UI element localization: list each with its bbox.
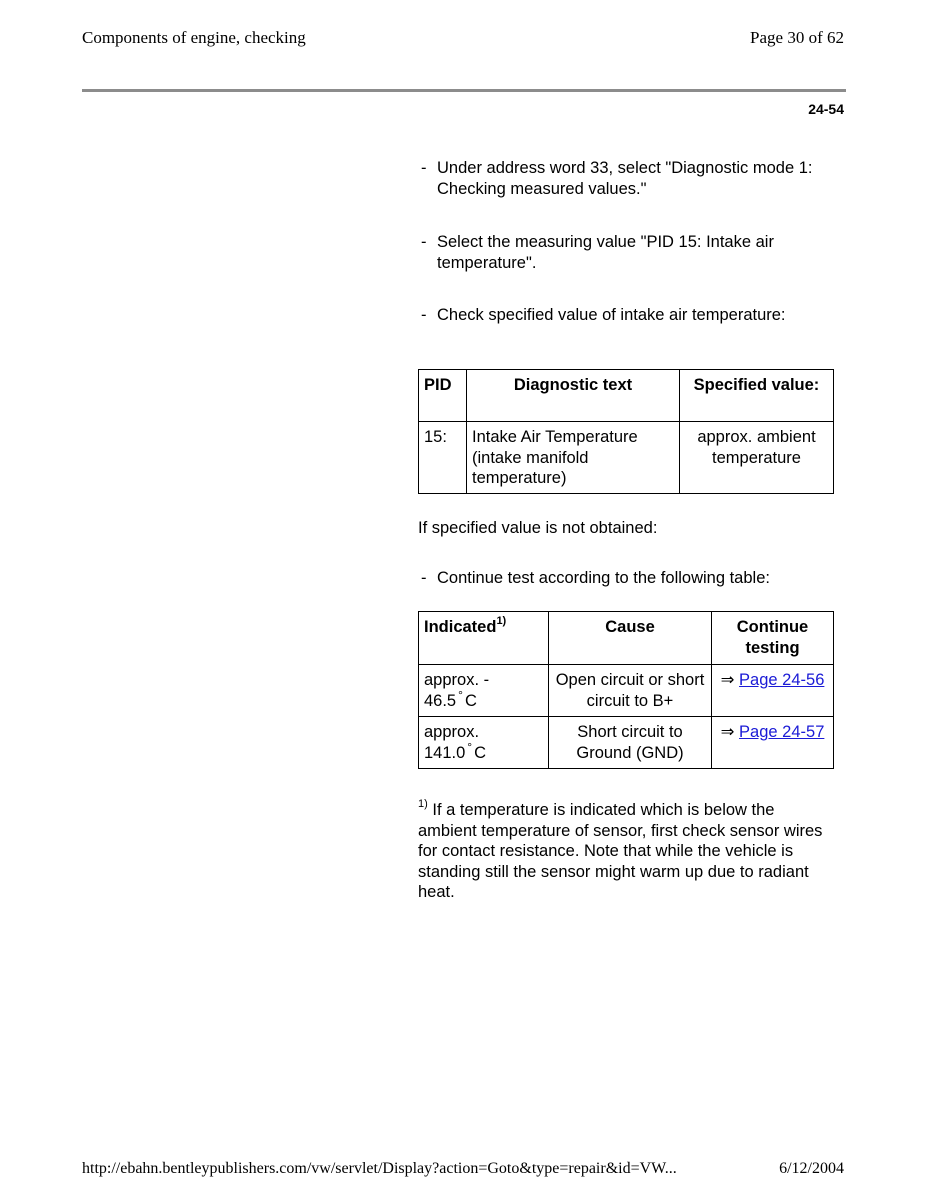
not-obtained-text: If specified value is not obtained: xyxy=(418,519,658,537)
cell-continue xyxy=(712,717,834,769)
indicated-label: Indicated xyxy=(424,618,497,636)
table-row xyxy=(419,717,834,769)
footer-url: http://ebahn.bentleypublishers.com/vw/servlet/Display?action=Goto&type=repair&id=VW... xyxy=(82,1160,677,1177)
degree-symbol: ° xyxy=(458,687,463,702)
col-header-specified-value: Specified value: xyxy=(680,370,834,422)
indicated-value: 46.5 xyxy=(424,691,457,710)
cell-indicated xyxy=(419,665,549,717)
page-number: Page 30 of 62 xyxy=(750,28,844,47)
cell-cause: Open circuit or short circuit to B+ xyxy=(549,665,712,717)
step-2 xyxy=(421,232,833,273)
section-code: 24-54 xyxy=(808,101,844,117)
step-dash: - xyxy=(421,569,427,587)
step-dash: - xyxy=(421,233,427,251)
indicated-line-1: approx. xyxy=(424,723,480,741)
page-link[interactable]: Page 24-56 xyxy=(739,671,825,689)
unit: C xyxy=(474,743,487,762)
col-header-pid: PID xyxy=(419,370,467,422)
continue-test-table xyxy=(418,611,834,769)
step-text: Check specified value of intake air temperature: xyxy=(437,306,786,324)
header-divider xyxy=(82,89,846,92)
footnote xyxy=(418,797,834,903)
cell-pid: 15: xyxy=(419,422,467,494)
step-text: Continue test according to the following table: xyxy=(437,569,770,587)
indicated-line-2 xyxy=(424,739,543,765)
footnote-text: If a temperature is indicated which is below the ambient temperature of sensor, first check sensor wires for contact resistance. Note that while the vehicle is standing still the sensor might warm up due to radiant heat. xyxy=(418,801,823,901)
cell-diagnostic-text: Intake Air Temperature (intake manifold temperature) xyxy=(467,422,680,494)
step-text: Under address word 33, select "Diagnostic mode 1: Checking measured values." xyxy=(437,159,813,198)
step-dash: - xyxy=(421,159,427,177)
col-header-diagnostic-text: Diagnostic text xyxy=(467,370,680,422)
step-3 xyxy=(421,305,833,326)
footnote-ref: 1) xyxy=(496,614,507,627)
step-dash: - xyxy=(421,306,427,324)
footer-date: 6/12/2004 xyxy=(779,1160,844,1177)
cell-indicated xyxy=(419,717,549,769)
table-row xyxy=(419,665,834,717)
footnote-marker: 1) xyxy=(418,797,428,810)
indicated-line-2 xyxy=(424,687,543,713)
col-header-continue-testing: Continue testing xyxy=(712,612,834,665)
cell-specified-value: approx. ambient temperature xyxy=(680,422,834,494)
specified-value-table xyxy=(418,369,834,494)
col-header-cause: Cause xyxy=(549,612,712,665)
col-header-indicated xyxy=(419,612,549,665)
indicated-value: 141.0 xyxy=(424,743,466,762)
page-link[interactable]: Page 24-57 xyxy=(739,723,825,741)
step-1 xyxy=(421,158,833,199)
step-text: Select the measuring value "PID 15: Intake air temperature". xyxy=(437,233,774,272)
arrow-icon: ⇒ xyxy=(720,723,735,741)
degree-symbol: ° xyxy=(467,739,473,754)
cell-cause: Short circuit to Ground (GND) xyxy=(549,717,712,769)
unit: C xyxy=(464,691,477,710)
document-title: Components of engine, checking xyxy=(82,28,306,47)
indicated-line-1: approx. - xyxy=(424,671,490,689)
cell-continue xyxy=(712,665,834,717)
step-4 xyxy=(421,568,833,589)
arrow-icon: ⇒ xyxy=(720,671,735,689)
